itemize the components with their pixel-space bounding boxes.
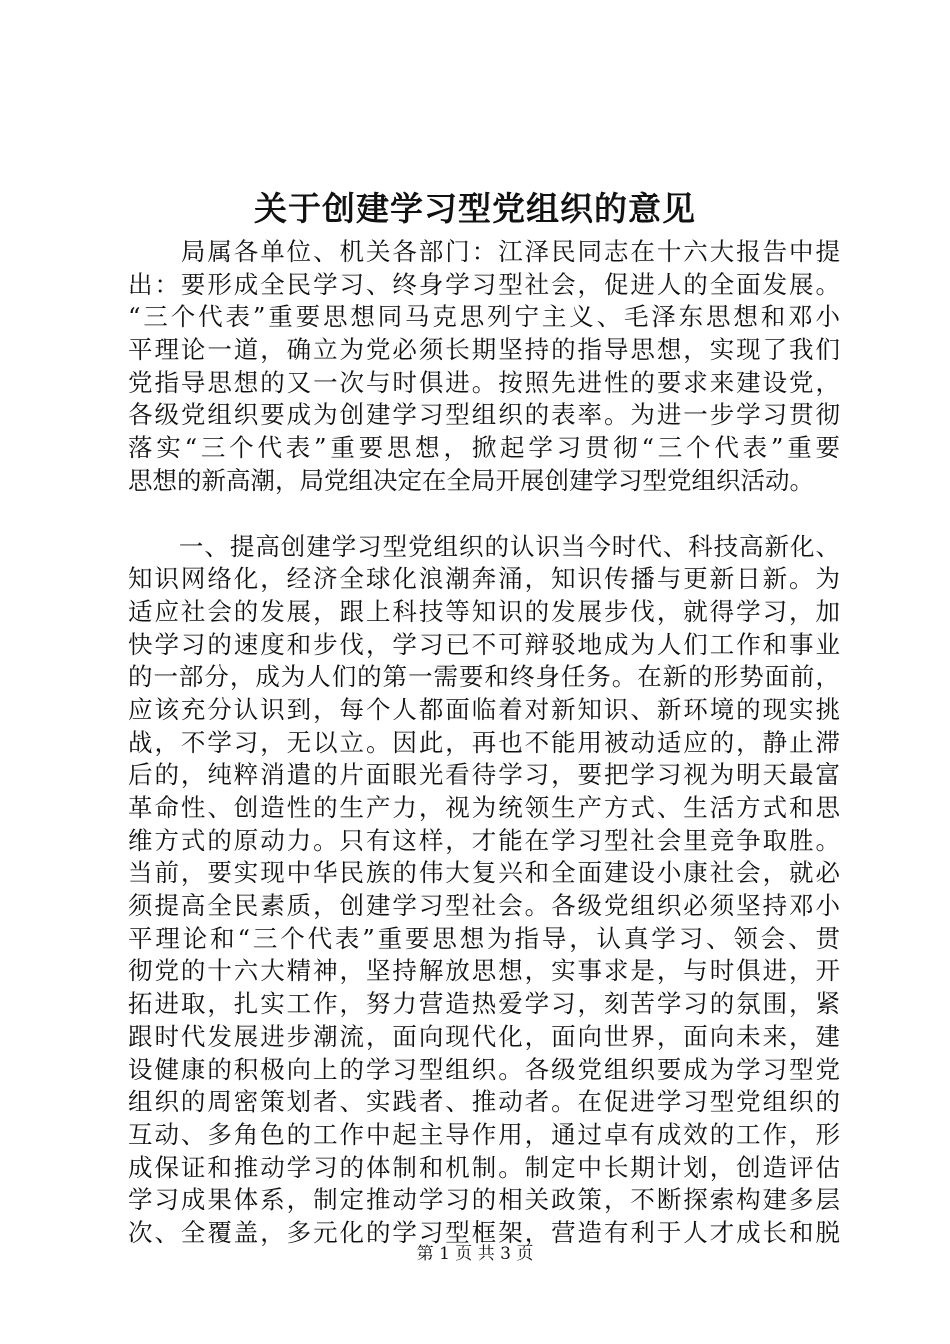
text-line: 彻党的十六大精神，坚持解放思想，实事求是，与时俱进，开 [128, 956, 840, 986]
text-line: 学习成果体系，制定推动学习的相关政策，不断探索构建多层 [128, 1185, 840, 1215]
text-line: 维方式的原动力。只有这样，才能在学习型社会里竞争取胜。 [128, 825, 840, 855]
text-line: “三个代表”重要思想同马克思列宁主义、毛泽东思想和邓小 [128, 302, 840, 332]
document-title: 关于创建学习型党组织的意见 [254, 189, 696, 228]
text-line: 跟时代发展进步潮流，面向现代化，面向世界，面向未来，建 [128, 1021, 840, 1051]
text-line: 拓进取，扎实工作，努力营造热爱学习，刻苦学习的氛围，紧 [128, 989, 840, 1019]
text-line: 组织的周密策划者、实践者、推动者。在促进学习型党组织的 [128, 1087, 840, 1117]
text-line: 落实“三个代表”重要思想，掀起学习贯彻“三个代表”重要 [128, 433, 840, 463]
text-line: 局属各单位、机关各部门：江泽民同志在十六大报告中提 [128, 237, 840, 266]
text-line: 互动、多角色的工作中起主导作用，通过卓有成效的工作，形 [128, 1119, 840, 1149]
text-line: 战，不学习，无以立。因此，再也不能用被动适应的，静止滞 [128, 727, 840, 757]
text-line: 革命性、创造性的生产力，视为统领生产方式、生活方式和思 [128, 793, 840, 822]
text-line: 思想的新高潮，局党组决定在全局开展创建学习型党组织活动。 [128, 465, 814, 495]
text-line: 出：要形成全民学习、终身学习型社会，促进人的全面发展。 [128, 269, 840, 299]
text-line: 知识网络化，经济全球化浪潮奔涌，知识传播与更新日新。为 [128, 564, 840, 594]
page-footer: 第 1 页 共 3 页 [416, 1244, 534, 1264]
text-line: 须提高全民素质，创建学习型社会。各级党组织必须坚持邓小 [128, 891, 840, 921]
paragraph-opening [128, 236, 840, 498]
text-line: 应该充分认识到，每个人都面临着对新知识、新环境的现实挑 [128, 694, 840, 724]
text-line: 一、提高创建学习型党组织的认识当今时代、科技高新化、 [128, 531, 840, 561]
paragraph-section-one [128, 531, 840, 1250]
document-body [128, 236, 840, 1250]
text-line: 次、全覆盖，多元化的学习型框架，营造有利于人才成长和脱 [128, 1217, 840, 1247]
text-line: 设健康的积极向上的学习型组织。各级党组织要成为学习型党 [128, 1054, 840, 1084]
text-line: 平理论和“三个代表”重要思想为指导，认真学习、领会、贯 [128, 923, 840, 953]
text-line: 平理论一道，确立为党必须长期坚持的指导思想，实现了我们 [128, 335, 840, 365]
text-line: 的一部分，成为人们的第一需要和终身任务。在新的形势面前， [128, 662, 840, 692]
text-line: 成保证和推动学习的体制和机制。制定中长期计划，创造评估 [128, 1152, 840, 1182]
text-line: 各级党组织要成为创建学习型组织的表率。为进一步学习贯彻 [128, 400, 840, 430]
text-line: 后的，纯粹消遣的片面眼光看待学习，要把学习视为明天最富 [128, 760, 840, 790]
text-line: 适应社会的发展，跟上科技等知识的发展步伐，就得学习，加 [128, 596, 840, 626]
paragraph-gap [128, 498, 840, 531]
text-line: 当前，要实现中华民族的伟大复兴和全面建设小康社会，就必 [128, 858, 840, 888]
text-line: 快学习的速度和步伐，学习已不可辩驳地成为人们工作和事业 [128, 629, 840, 659]
text-line: 党指导思想的又一次与时俱进。按照先进性的要求来建设党， [128, 367, 840, 397]
